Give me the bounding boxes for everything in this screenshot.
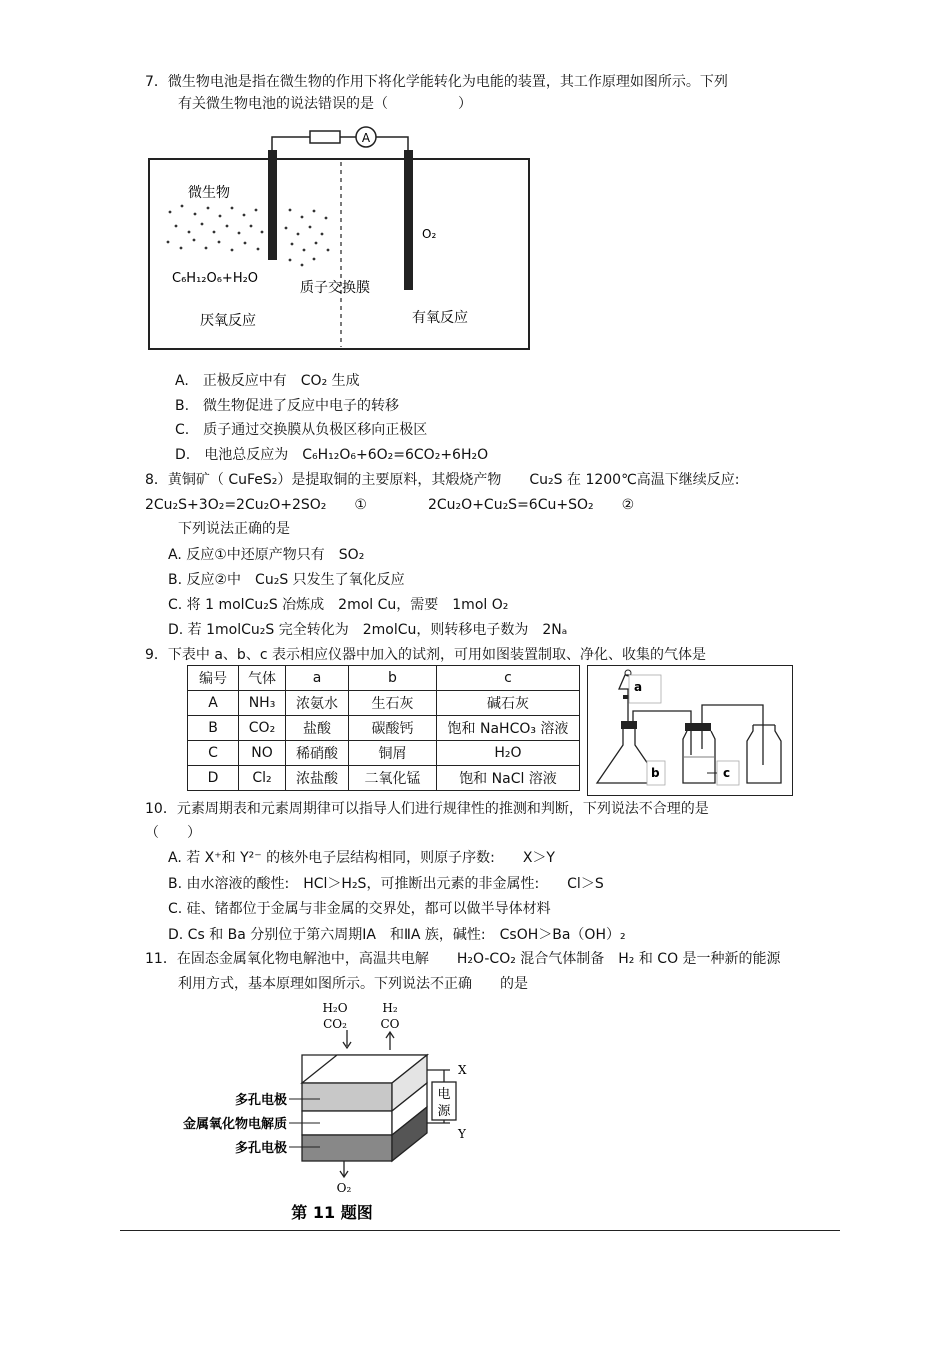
electrode-bottom-label: 多孔电极 — [234, 1141, 287, 1156]
terminal-y-label: Y — [458, 1127, 466, 1141]
header-cell: 气体 — [239, 666, 286, 691]
q7-option-a: A. 正极反应中有 CO₂ 生成 — [175, 373, 360, 389]
q7-option-b: B. 微生物促进了反应中电子的转移 — [175, 398, 400, 414]
table-cell: 盐酸 — [286, 716, 349, 741]
table-cell: H₂O — [437, 741, 580, 766]
q8-equation-2: 2Cu₂O+Cu₂S=6Cu+SO₂ ② — [428, 497, 635, 513]
porous-electrode-top — [302, 1083, 392, 1111]
q10-option-c: C. 硅、锗都位于金属与非金属的交界处，都可以做半导体材料 — [168, 901, 551, 917]
q8-stem-line3: 下列说法正确的是 — [178, 521, 290, 537]
table-header-row — [188, 666, 580, 691]
header-cell: c — [437, 666, 580, 691]
membrane-label: 质子交换膜 — [300, 280, 370, 296]
anaerobic-label: 厌氧反应 — [200, 313, 256, 329]
collecting-bottle — [747, 725, 781, 783]
oxygen-label: O₂ — [422, 227, 437, 241]
inlet-co2-label: CO₂ — [323, 1017, 347, 1031]
q7-option-c: C. 质子通过交换膜从负极区移向正极区 — [175, 422, 428, 438]
q9-stem: 9．下表中 a、b、c 表示相应仪器中加入的试剂，可用如图装置制取、净化、收集的气体是 — [145, 647, 706, 663]
electrolyte-label: 金属氧化物电解质 — [182, 1117, 287, 1132]
q7-stem-line2: 有关微生物电池的说法错误的是（ ） — [178, 96, 472, 112]
q8-option-b: B. 反应②中 Cu₂S 只发生了氧化反应 — [168, 572, 405, 588]
q11-electrolysis-figure — [140, 998, 490, 1226]
table-cell: 饱和 NaHCO₃ 溶液 — [437, 716, 580, 741]
table-cell: NO — [239, 741, 286, 766]
electrode-top-label: 多孔电极 — [234, 1093, 287, 1108]
oxygen-out-label: O₂ — [336, 1181, 352, 1195]
q8-option-d: D. 若 1molCu₂S 完全转化为 2molCu，则转移电子数为 2Nₐ — [168, 622, 568, 638]
q8-stem-line1: 8．黄铜矿（ CuFeS₂）是提取铜的主要原料，其煅烧产物 Cu₂S 在 1200℃高温下继续反应: — [145, 472, 740, 488]
q10-option-b: B. 由水溶液的酸性: HCl＞H₂S，可推断出元素的非金属性: Cl＞S — [168, 876, 604, 892]
table-cell: B — [188, 716, 239, 741]
label-b: b — [651, 766, 660, 780]
table-cell: NH₃ — [239, 691, 286, 716]
q11-stem-line1: 11．在固态金属氧化物电解池中，高温共电解 H₂O-CO₂ 混合气体制备 H₂ 和 CO 是一种新的能源 — [145, 951, 781, 967]
q10-option-d: D. Cs 和 Ba 分别位于第六周期ⅠA 和ⅡA 族，碱性: CsOH＞Ba（OH）₂ — [168, 927, 626, 943]
q7-microbial-cell-figure — [140, 122, 540, 357]
table-cell: 二氧化锰 — [349, 766, 437, 791]
q8-option-a: A. 反应①中还原产物只有 SO₂ — [168, 547, 365, 563]
q9-gas-apparatus-figure — [587, 665, 793, 796]
q10-option-a: A. 若 X⁺和 Y²⁻ 的核外电子层结构相同，则原子序数: X＞Y — [168, 850, 555, 866]
microbe-dots — [167, 205, 330, 267]
ammeter-label: A — [361, 131, 371, 145]
microbe-label: 微生物 — [188, 185, 230, 201]
label-c: c — [723, 766, 731, 780]
q10-stem-line2: （ ） — [145, 825, 201, 841]
table-cell: 生石灰 — [349, 691, 437, 716]
table-cell: 碱石灰 — [437, 691, 580, 716]
outlet-h2-label: H₂ — [382, 1001, 398, 1015]
table-cell: C — [188, 741, 239, 766]
table-cell: 铜屑 — [349, 741, 437, 766]
table-cell: Cl₂ — [239, 766, 286, 791]
footer-rule — [120, 1230, 840, 1231]
table-row — [188, 691, 580, 716]
table-cell: 浓盐酸 — [286, 766, 349, 791]
power-source-char-1: 电 — [437, 1087, 451, 1102]
table-cell: 稀硝酸 — [286, 741, 349, 766]
terminal-x-label: X — [458, 1063, 467, 1077]
q7-stem-line1: 7．微生物电池是指在微生物的作用下将化学能转化为电能的装置，其工作原理如图所示。下列 — [145, 74, 728, 90]
header-cell: 编号 — [188, 666, 239, 691]
porous-electrode-bottom — [302, 1135, 392, 1161]
inlet-h2o-label: H₂O — [322, 1001, 348, 1015]
label-a: a — [634, 680, 643, 694]
power-source-char-2: 源 — [437, 1104, 451, 1119]
resistor — [310, 131, 340, 143]
q7-option-d: D. 电池总反应为 C₆H₁₂O₆+6O₂=6CO₂+6H₂O — [175, 447, 489, 463]
figure-caption: 第 11 题图 — [291, 1203, 373, 1222]
aerobic-label: 有氧反应 — [412, 310, 468, 326]
table-cell: CO₂ — [239, 716, 286, 741]
q10-stem-line1: 10．元素周期表和元素周期律可以指导人们进行规律性的推测和判断，下列说法不合理的是 — [145, 801, 709, 817]
q11-stem-line2: 利用方式，基本原理如图所示。下列说法不正确 的是 — [178, 976, 528, 992]
table-row — [188, 741, 580, 766]
anode-electrode — [268, 150, 277, 260]
q8-option-c: C. 将 1 molCu₂S 冶炼成 2mol Cu，需要 1mol O₂ — [168, 597, 509, 613]
outlet-co-label: CO — [380, 1017, 400, 1031]
cathode-electrode — [404, 150, 413, 290]
table-cell: 浓氨水 — [286, 691, 349, 716]
q9-reagent-table — [187, 665, 580, 791]
external-wire — [272, 137, 310, 150]
table-cell: 碳酸钙 — [349, 716, 437, 741]
reactant-label: C₆H₁₂O₆+H₂O — [172, 271, 259, 286]
table-cell: A — [188, 691, 239, 716]
table-cell: D — [188, 766, 239, 791]
table-cell: 饱和 NaCl 溶液 — [437, 766, 580, 791]
header-cell: b — [349, 666, 437, 691]
table-row — [188, 716, 580, 741]
q8-equation-1: 2Cu₂S+3O₂=2Cu₂O+2SO₂ ① — [145, 497, 367, 513]
table-row — [188, 766, 580, 791]
header-cell: a — [286, 666, 349, 691]
